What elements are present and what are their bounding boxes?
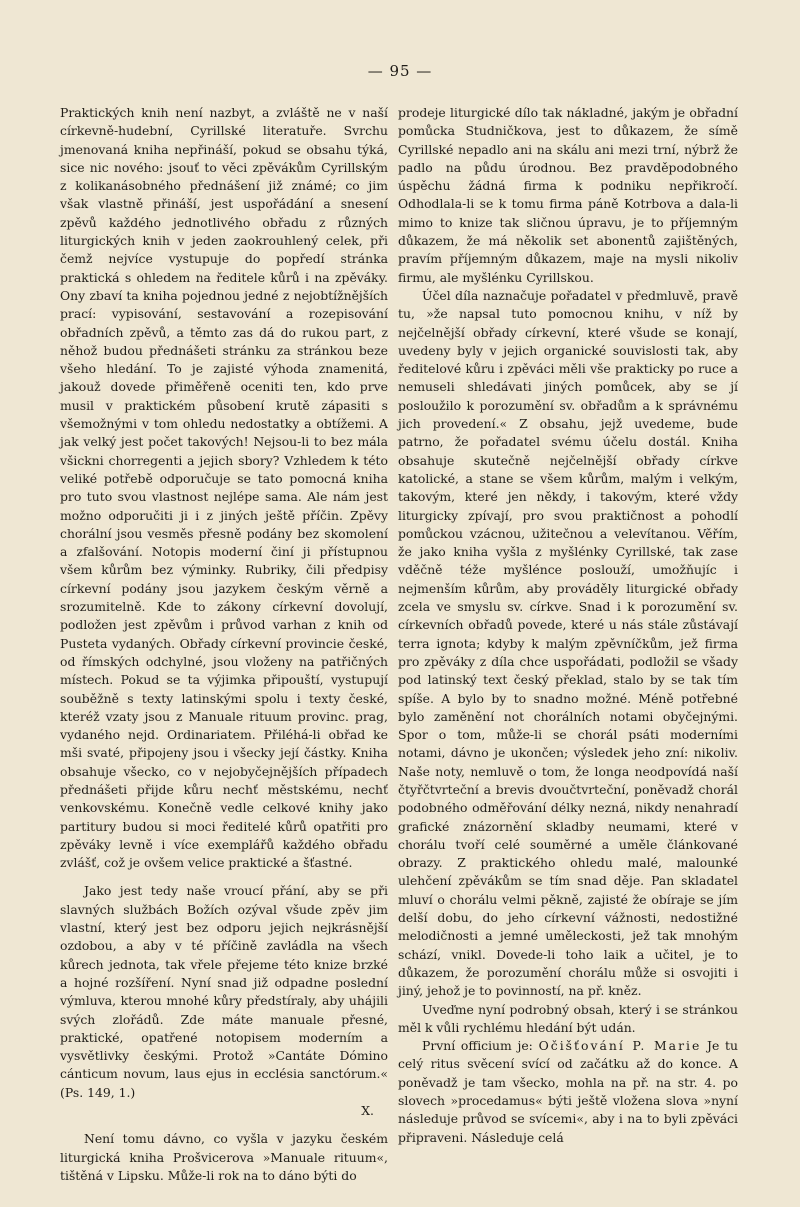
right-paragraph-3: Uveďme nyní podrobný obsah, který i se stránkou měl k vůli rychlému hledání být udán. [398, 1001, 738, 1035]
right-column [398, 104, 738, 1147]
left-paragraph-2: Jako jest tedy naše vroucí přání, aby se při slavných službách Božích ozýval všude zpěv jim vlastní, který jest bez odporu jejich nejkrásnější ozdobou, a aby v té příčině zavládla na všech kůrech jednota, tak vřele přejeme této knize brzké a hojné rozšíření. Nyní snad již odpadne poslední výmluva, kterou mnohé kůry předstíraly, aby uhájili svých zlořádů. Zde máte manuale přesné, praktické, opatřené notopisem moderním a vysvětlivky českými. Protož »Cantáte Dómino cánticum novum, laus ejus in ecclésia sanctórum.« (Ps. 149, 1.) [60, 883, 388, 1100]
officium-text: Je tu celý ritus svěcení svící od začátku až do konce. A poněvadž je tam všecko, mohla na př. na str. 4. po slovech »procedamus« býti ještě vložena slova »nyní následuje průvod se svícemi«, aby i na to byli zpěváci připraveni. Následuje celá [398, 1038, 739, 1145]
right-paragraph-2: Účel díla naznačuje pořadatel v předmluvě, pravě tu, »že napsal tuto pomocnou knihu, v níž by nejčelnější obřady církevní, které všude se konají, uvedeny byly v jejich organické souvislosti tak, aby ředitelové kůru i zpěváci měli vše prakticky po ruce a nemuseli shledávati jiných pomůcek, aby se jí posloužilo k porozumění sv. obřadům a k správnému jich provedení.« Z obsahu, jejž uvedeme, bude patrno, že pořadatel svému účelu dostál. Kniha obsahuje skutečně nejčelnější obřady církve katolické, a stane se všem kůrům, malým i velkým, takovým, které jen někdy, i takovým, které vždy liturgicky zpívají, pro svou praktičnost a pohodlí pomůckou vzácnou, užitečnou a velevítanou. Věřím, že jako kniha vyšla z myšlénky Cyrillské, tak zase vděčně téže myšlénce poslouží, umožňujíc i nejmenším kůrům, aby prováděly liturgické obřady zcela ve smyslu sv. církve. Snad i k porozumění sv. církevních obřadů povede, které u nás stále zůstávají terra ignota; kdyby k malým zpěvníčkům, jež firma pro zpěváky z díla chce uspořádati, podložil se všady pod latinský text český překlad, stalo by se tak tím spíše. A bylo by to snadno možné. Méně potřebné bylo zaměnění not chorálních notami obyčejnými. Spor o tom, může-li se chorál psáti moderními notami, dávno je ukončen; výsledek jeho zní: nikoliv. Naše noty, nemluvě o tom, že longa neodpovídá naší čtyřčtvrteční a brevis dvoučtvrteční, poněvadž chorál podobného odměřování délky nezná, nikdy nenahradí grafické znázornění skladby neumami, které v chorálu tvoří celé souměrné a uměle článkované obrazy. Z praktického ohledu malé, malounké ulehčení zpěvákům se tím snad děje. Pan skladatel mluví o chorálu velmi pěkně, zajisté že obíraje se jím delší dobu, do jeho církevní vážnosti, nedostižné melodičnosti a jemné uměleckosti, jež tak mnohým schází, vnikl. Dovede-li toho laik a učitel, je to důkazem, že porozumění chorálu může si osvojiti i jiný, jehož je to povinností, na př. kněz. [398, 287, 738, 999]
right-paragraph-1: prodeje liturgické dílo tak nákladné, jakým je obřadní pomůcka Studničkova, jest to důkazem, že símě Cyrillské nepadlo ani na skálu ani mezi trní, nýbrž že padlo na půdu úrodnou. Bez pravděpodobného úspěchu žádná firma k podniku nepřikročí. Odhodlala-li se k tomu firma páně Kotrbova a dala-li mimo to knize tak sličnou úpravu, je to příjemným důkazem, že má několik set abonentů zajištěných, pravím příjemným důkazem, maje na mysli nikoliv firmu, ale myšlénku Cyrillskou. [398, 105, 738, 285]
right-paragraph-4 [398, 1037, 738, 1147]
left-column [60, 104, 388, 1185]
officium-lead: První officium je: [422, 1038, 539, 1054]
left-paragraph-1: Praktických knih není nazbyt, a zvláště ne v naší církevně-hudební, Cyrillské literatuře. Svrchu jmenovaná kniha nepřináší, pokud se obsahu týká, sice nic nového: jsouť to věci zpěvákům Cyrillským z kolikanásobného přednášení již známé; co jim však vlastně přináší, jest uspořádání a snesení zpěvů každého jednotlivého obřadu z různých liturgických knih v jeden zaokrouhlený celek, při čemž nejvíce vystupuje do popředí stránka praktická s ohledem na ředitele kůrů i na zpěváky. Ony zbaví ta kniha pojednou jedné z nejobtížnějších prací: vypisování, sestavování a rozepisování obřadních zpěvů, a těmto zas dá do rukou part, z něhož budou přednášeti stránku za stránkou beze všeho hledání. To je zajisté výhoda znamenitá, jakouž dovede přiměřeně oceniti ten, kdo prve musil v praktickém působení krutě zápasiti s všemožnými v tom ohledu nedostatky a obtížemi. A jak velký jest počet takových! Nejsou-li to bez mála všickni chorregenti a jejich sbory? Vzhledem k této veliké potřebě odporučuje se tato pomocná kniha pro tuto svou vlastnost nejlépe sama. Ale nám jest možno odporučiti ji i z jiných ještě příčin. Zpěvy chorální jsou vesměs přesně podány bez skomolení a zfalšování. Notopis moderní činí ji přístupnou všem kůrům bez výminky. Rubriky, čili předpisy církevní podány jsou jazykem českým věrně a srozumitelně. Kde to zákony církevní dovolují, podložen jest zpěvům i průvod varhan z knih od Pusteta vydaných. Obřady církevní provincie české, od římských odchylné, jsou vloženy na patřičných místech. Pokud se ta výjimka připouští, vystupují souběžně s texty latinskými spolu i texty české, kteréž vzaty jsou z Manuale rituum provinc. prag, vydaného nejd. Ordinariatem. Přiléhá-li obřad ke mši svaté, připojeny jsou i všecky její částky. Kniha obsahuje všecko, co v nejobyčejnějších případech přednášeti přijde kůru nechť městskému, nechť venkovskému. Konečně vedle celkové knihy jako partitury budou si moci ředitelé kůrů opatřiti pro zpěváky levně i více exemplářů každého obřadu zvlášť, což je ovšem velice praktické a šťastné. [60, 105, 388, 871]
page-number: — 95 — [367, 62, 433, 80]
left-paragraph-3: Není tomu dávno, co vyšla v jazyku českém liturgická kniha Prošvicerova »Manuale rituum«, tištěná v Lipsku. Může-li rok na to dáno býti do [60, 1131, 388, 1183]
officium-title: Očišťování P. Marie [538, 1038, 702, 1054]
section-number: X. [361, 1103, 374, 1119]
